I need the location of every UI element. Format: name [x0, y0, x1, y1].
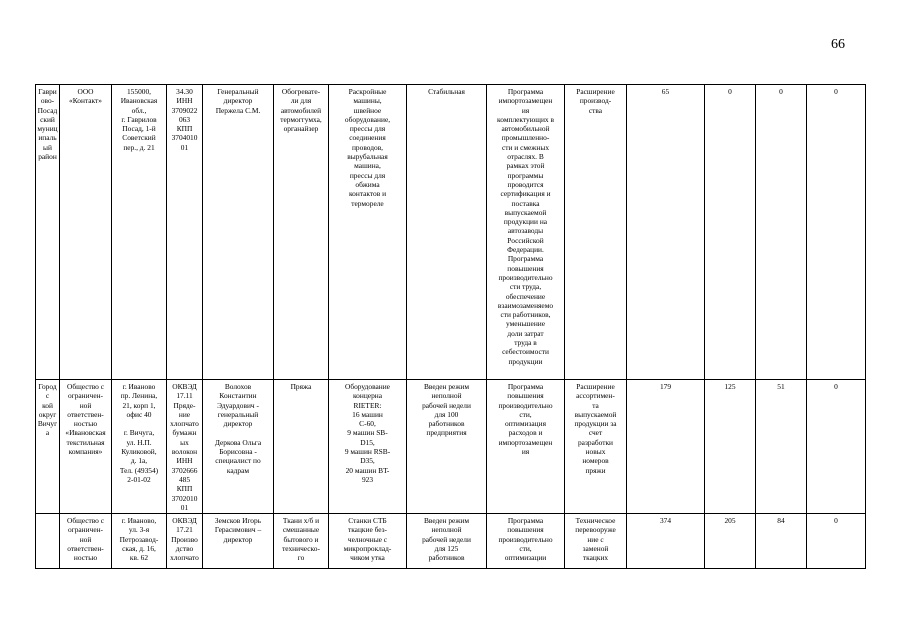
table-row: [36, 514, 866, 569]
enterprise-table: [35, 84, 866, 569]
products-cell: Пряжа: [274, 380, 329, 514]
plans-cell: Техническое перевооруже ние с заменой ткацких: [565, 514, 627, 569]
company-name-cell: ООО «Контакт»: [60, 85, 112, 380]
equipment-cell: Станки СТБ ткацкие без- челночные с микропроклад- чиком утка: [329, 514, 407, 569]
table-row: [36, 380, 866, 514]
number-cell: 0: [807, 85, 866, 380]
number-cell: 0: [807, 514, 866, 569]
codes-cell: ОКВЭД 17.21 Произво дство хлопчато: [167, 514, 203, 569]
management-cell: Земсков Игорь Герасимович – директор: [203, 514, 274, 569]
address-cell: г. Иваново, ул. 3-я Петрозавод- ская, д. 16, кв. 62: [112, 514, 167, 569]
codes-cell: 34.30 ИНН 3709022 063 КПП 3704010 01: [167, 85, 203, 380]
municipality-cell: Гаври ово- Посад ский муниц ипаль ый район: [36, 85, 60, 380]
number-cell: 65: [627, 85, 705, 380]
address-cell: 155000, Ивановская обл., г. Гаврилов Посад, 1-й Советский пер., д. 21: [112, 85, 167, 380]
program-cell: Программа повышения производительно сти, оптимизации: [487, 514, 565, 569]
address-cell: г. Иваново пр. Ленина, 21, корп 1, офис 40 г. Вичуга, ул. Н.П. Куликовой, д. 1а, Тел. (49354) 2-01-02: [112, 380, 167, 514]
number-cell: 51: [756, 380, 807, 514]
equipment-cell: Оборудование концерна RIETER: 16 машин C-60, 9 машин SB- D15, 9 машин RSB- D35, 20 машин BT- 923: [329, 380, 407, 514]
municipality-cell: [36, 514, 60, 569]
equipment-cell: Раскройные машины, швейное оборудование, прессы для соединения проводов, вырубальная машина, прессы для обжима контактов и термореле: [329, 85, 407, 380]
number-cell: 84: [756, 514, 807, 569]
plans-cell: Расширение ассортимен- та выпускаемой продукции за счет разработки новых номеров пряжи: [565, 380, 627, 514]
number-cell: 179: [627, 380, 705, 514]
number-cell: 0: [756, 85, 807, 380]
page-number: 66: [831, 37, 845, 52]
number-cell: 0: [807, 380, 866, 514]
table-row: [36, 85, 866, 380]
number-cell: 374: [627, 514, 705, 569]
program-cell: Программа повышения производительно сти, оптимизация расходов и импортозамещен ия: [487, 380, 565, 514]
number-cell: 125: [705, 380, 756, 514]
number-cell: 205: [705, 514, 756, 569]
number-cell: 0: [705, 85, 756, 380]
program-cell: Программа импортозамещен ия комплектующих в автомобильной промышленно- сти и смежных отраслях. В рамках этой программы проводится сертификация и поставка выпускаемой продукции на автозаводы Российской Федерации. Программа повышения производительно сти труда, обеспечение взаимозаменяемо сти работников, уменьшение доли затрат труда в себестоимости продукции: [487, 85, 565, 380]
management-cell: Волохов Константин Эдуардович - генеральный директор Деркова Ольга Борисовна - специалист по кадрам: [203, 380, 274, 514]
management-cell: Генеральный директор Пержела С.М.: [203, 85, 274, 380]
products-cell: Обогревате- ли для автомобилей термоггумха, органайзер: [274, 85, 329, 380]
products-cell: Ткани х/б и смешанные бытового и техническо- го: [274, 514, 329, 569]
status-cell: Стабильная: [407, 85, 487, 380]
status-cell: Введен режим неполной рабочей недели для 100 работников предприятия: [407, 380, 487, 514]
plans-cell: Расширение производ- ства: [565, 85, 627, 380]
status-cell: Введен режим неполной рабочей недели для 125 работников: [407, 514, 487, 569]
company-name-cell: Общество с ограничен- ной ответствен- ностью «Ивановская текстильная компания»: [60, 380, 112, 514]
codes-cell: ОКВЭД 17.11 Пряде- ние хлопчато бумажн ых волокон ИНН 3702666 485 КПП 3702010 01: [167, 380, 203, 514]
company-name-cell: Общество с ограничен- ной ответствен- ностью: [60, 514, 112, 569]
municipality-cell: Городс кой округ Вичуга: [36, 380, 60, 514]
